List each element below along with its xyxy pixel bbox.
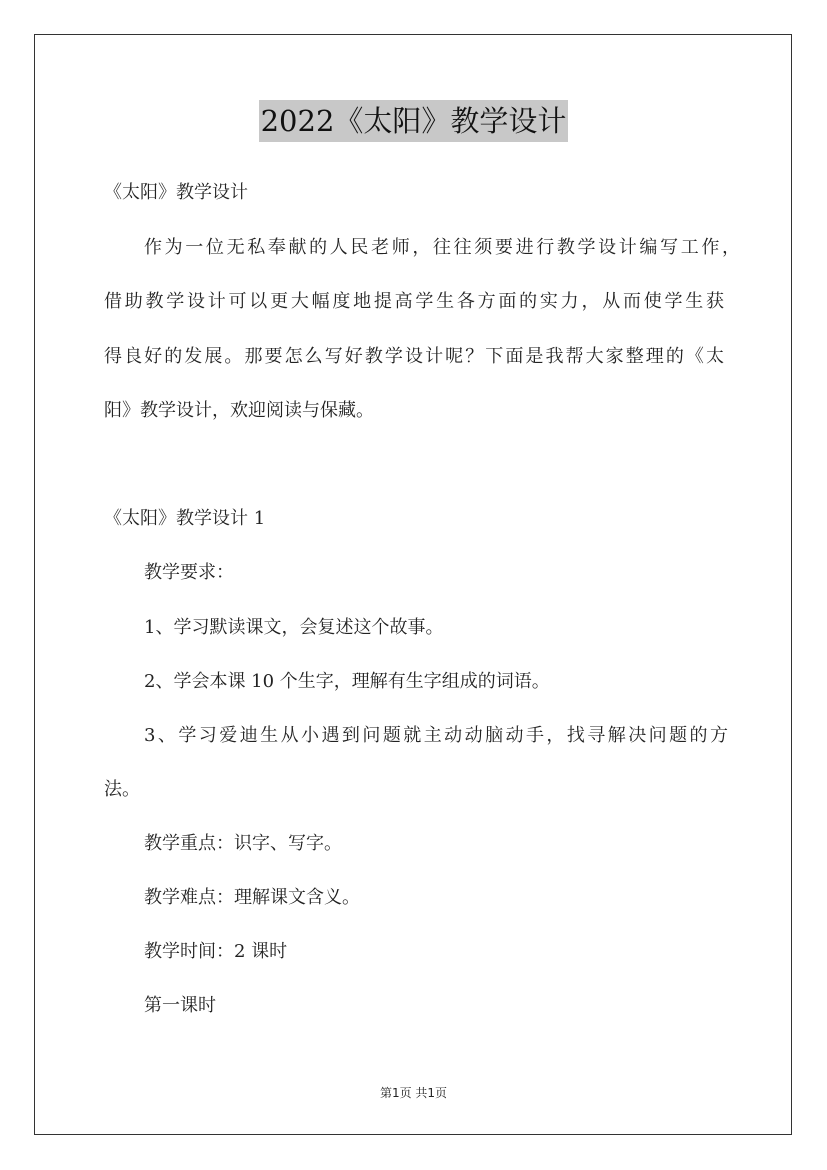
teaching-time: 教学时间：2 课时 [144, 941, 288, 962]
intro-line-3: 得良好的发展。那要怎么写好教学设计呢？下面是我帮大家整理的《太 [104, 346, 724, 367]
subtitle: 《太阳》教学设计 [104, 182, 248, 203]
intro-line-2: 借助教学设计可以更大幅度地提高学生各方面的实力，从而使学生获 [104, 291, 724, 312]
intro-line-1: 作为一位无私奉献的人民老师，往往须要进行教学设计编写工作， [144, 237, 740, 258]
requirement-2: 2、学会本课 10 个生字，理解有生字组成的词语。 [144, 671, 550, 692]
requirement-3-line-1: 3、学习爱迪生从小遇到问题就主动动脑动手，找寻解决问题的方 [144, 725, 728, 746]
document-title: 2022《太阳》教学设计 [259, 100, 569, 142]
intro-line-4: 阳》教学设计，欢迎阅读与保藏。 [104, 400, 374, 421]
teaching-difficulty: 教学难点：理解课文含义。 [144, 887, 360, 908]
page-footer: 第1页 共1页 [379, 1086, 448, 1100]
requirement-1: 1、学习默读课文，会复述这个故事。 [144, 617, 444, 638]
requirements-label: 教学要求： [144, 562, 234, 583]
teaching-focus: 教学重点：识字、写字。 [144, 833, 342, 854]
requirement-3-line-2: 法。 [104, 779, 140, 800]
first-lesson: 第一课时 [144, 995, 216, 1016]
title-container [0, 100, 827, 142]
section-heading: 《太阳》教学设计 1 [104, 508, 266, 529]
